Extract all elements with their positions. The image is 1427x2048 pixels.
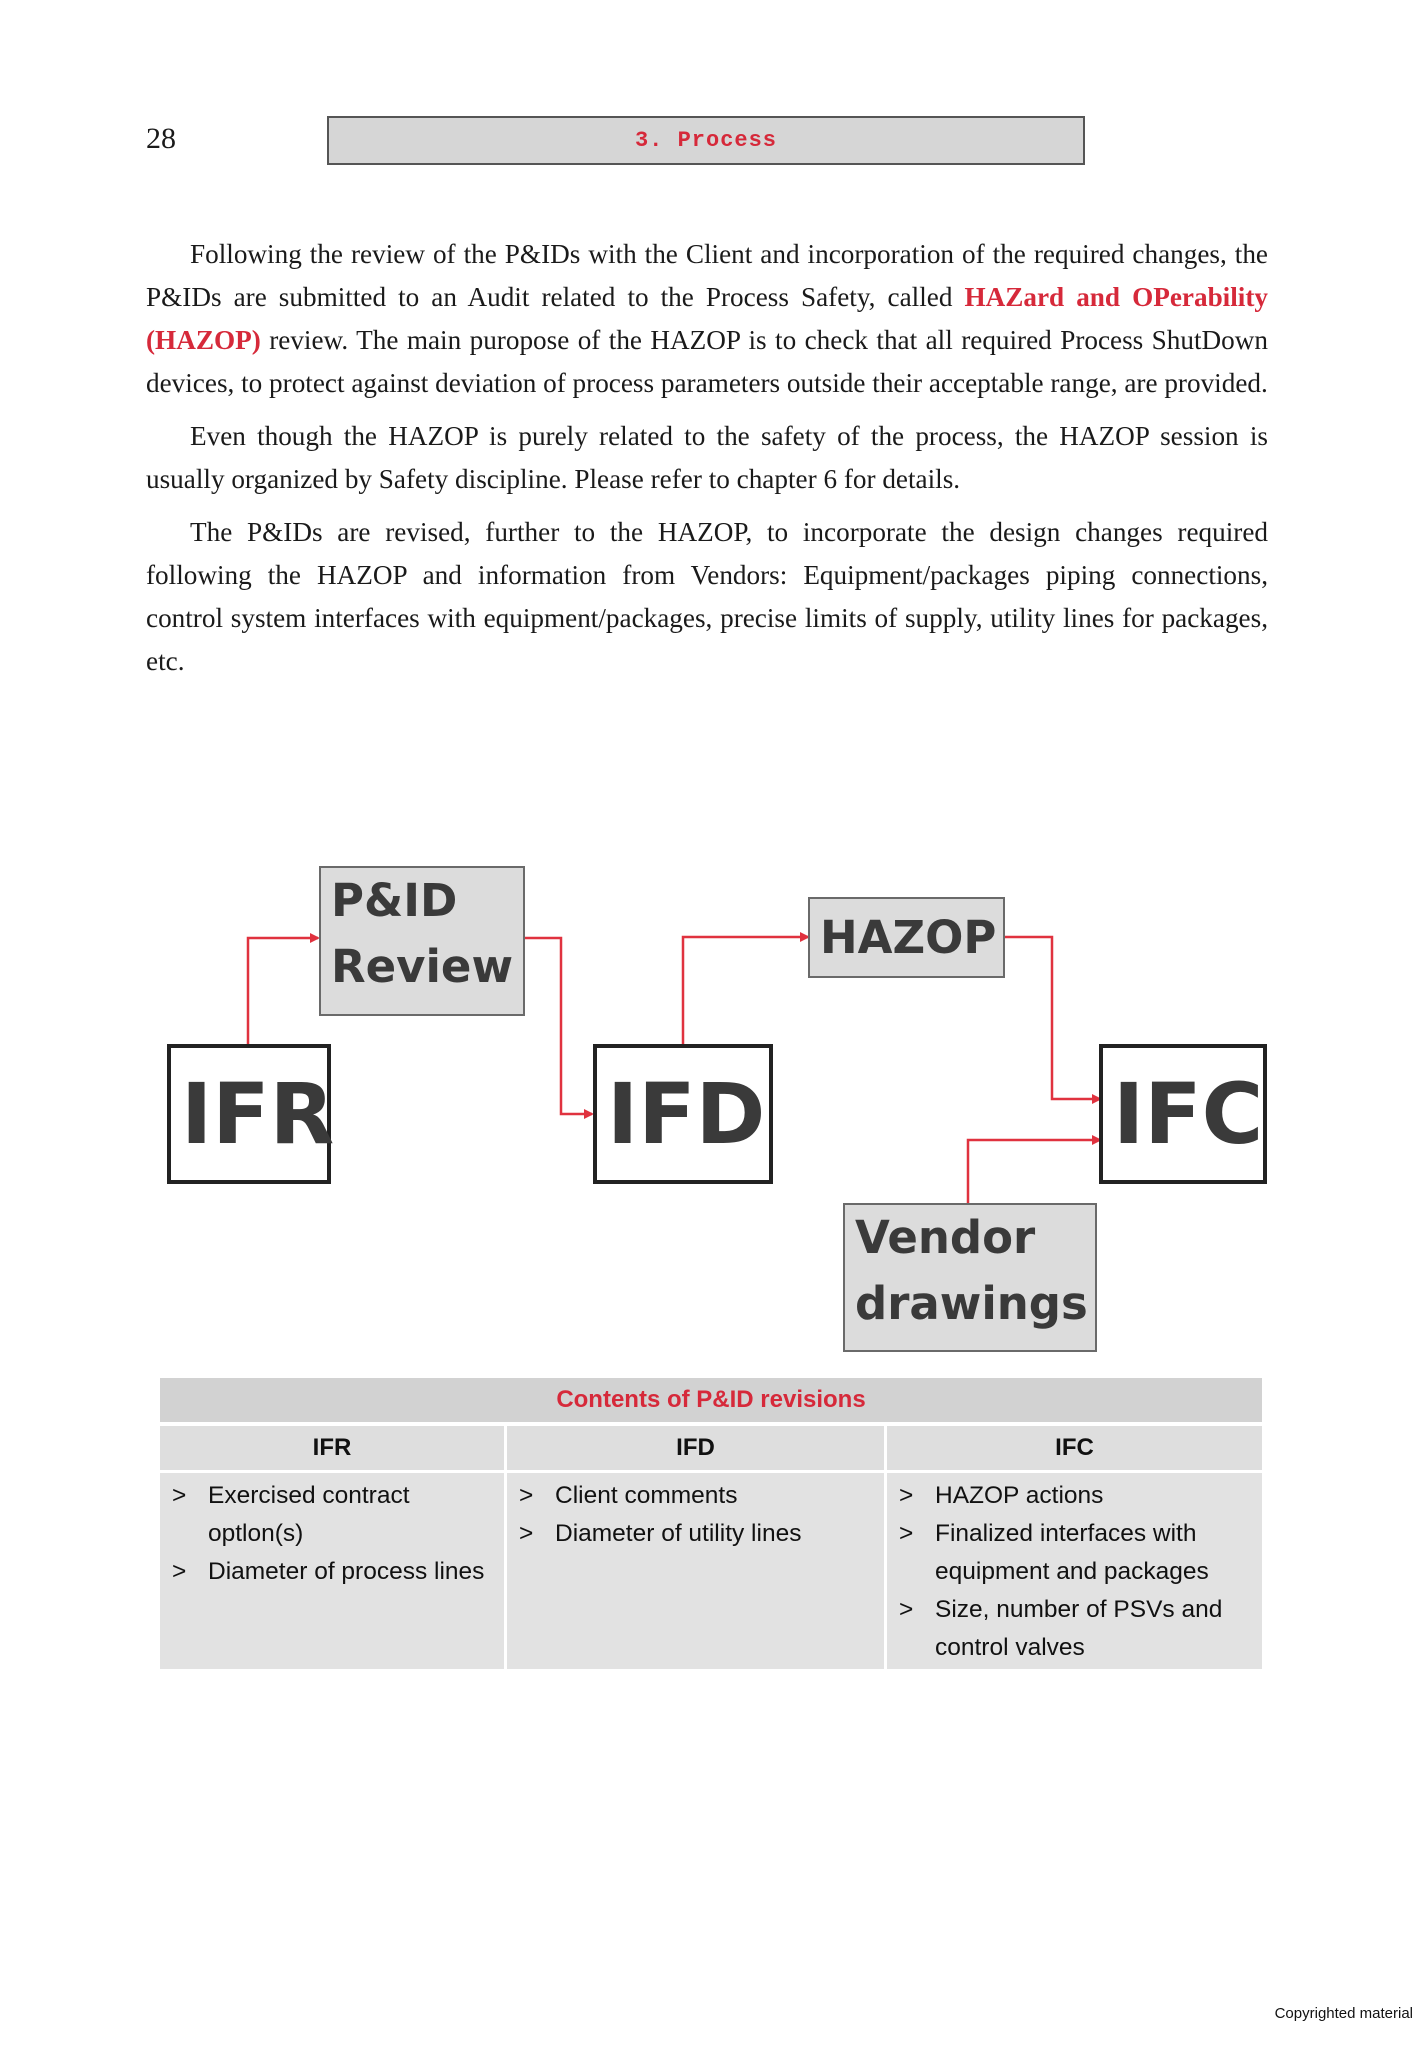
column-ifr (160, 1426, 504, 1669)
bullet-marker: > (519, 1520, 534, 1547)
ifc-box (1099, 1044, 1267, 1184)
paragraph-1-end: review. The main puropose of the HAZOP is to check that all required Process ShutDown devices, to protect against deviation of process parameters outside their acceptable range, are provided. (146, 325, 1268, 398)
table-columns (160, 1426, 1262, 1669)
revision-contents-table (160, 1378, 1262, 1669)
vendor-drawings-box (843, 1203, 1097, 1352)
hazop-label: HAZOP (820, 911, 997, 964)
bullet-marker: > (519, 1482, 534, 1509)
hazop-term: HAZard and OPerability (HAZOP) (146, 282, 1268, 355)
list-item (899, 1515, 1252, 1591)
page-number: 28 (146, 122, 176, 155)
list-item (519, 1477, 874, 1515)
item-text: Finalized interfaces with equipment and packages (935, 1520, 1209, 1585)
item-text: Diameter of utility lines (555, 1520, 802, 1547)
list-item (172, 1553, 494, 1591)
column-ifd (507, 1426, 884, 1669)
item-text: Exercised contract optlon(s) (208, 1482, 410, 1547)
ifr-box (167, 1044, 335, 1184)
column-body (507, 1473, 884, 1669)
hazop-box (808, 897, 1005, 978)
bullet-marker: > (172, 1482, 187, 1509)
vendor-drawings-label: Vendor drawings (855, 1211, 1088, 1330)
chapter-banner (327, 116, 1085, 165)
table-title: Contents of P&ID revisions (160, 1378, 1262, 1422)
column-header: IFD (507, 1426, 884, 1470)
chapter-title: 3. Process (634, 128, 778, 153)
bullet-marker: > (172, 1558, 187, 1585)
column-body (887, 1473, 1262, 1669)
pid-review-box (319, 866, 525, 1016)
column-header: IFR (160, 1426, 504, 1470)
ifd-box (593, 1044, 773, 1184)
list-item (899, 1591, 1252, 1667)
bullet-marker: > (899, 1596, 914, 1623)
body-text (146, 233, 1268, 693)
bullet-marker: > (899, 1520, 914, 1547)
paragraph-2: Even though the HAZOP is purely related to the safety of the process, the HAZOP session is usually organized by Safety discipline. Please refer to chapter 6 for details. (146, 421, 1268, 494)
bullet-marker: > (899, 1482, 914, 1509)
column-ifc (887, 1426, 1262, 1669)
arrow-ifd-to-hazop (683, 937, 808, 1044)
pid-review-label: P&ID Review (331, 874, 514, 993)
item-text: Client comments (555, 1482, 738, 1509)
list-item (519, 1515, 874, 1553)
paragraph-1 (146, 233, 1268, 405)
list-item (172, 1477, 494, 1553)
arrow-hazop-to-ifc (1005, 937, 1100, 1099)
arrow-vendor-to-ifc (968, 1140, 1100, 1203)
item-text: Diameter of process lines (208, 1558, 485, 1585)
paragraph-3: The P&IDs are revised, further to the HAZOP, to incorporate the design changes required following the HAZOP and information from Vendors: Equipment/packages piping connections, control system interfaces with equipment/packages, precise limits of supply, utility lines for packages, etc. (146, 517, 1268, 676)
ifc-label: IFC (1113, 1065, 1264, 1163)
arrow-ifr-to-pid-review (248, 938, 318, 1044)
column-body (160, 1473, 504, 1669)
column-header: IFC (887, 1426, 1262, 1470)
arrow-pid-review-to-ifd (524, 938, 592, 1114)
ifd-label: IFD (607, 1065, 766, 1163)
paragraph-1-start: Following the review of the P&IDs with the Client and incorporation of the required changes, the P&IDs are submitted to an Audit related to the Process Safety, called (146, 239, 1268, 312)
ifr-label: IFR (181, 1065, 335, 1163)
item-text: HAZOP actions (935, 1482, 1104, 1509)
copyright-notice: Copyrighted material (1274, 2005, 1413, 2022)
list-item (899, 1477, 1252, 1515)
item-text: Size, number of PSVs and control valves (935, 1596, 1223, 1661)
